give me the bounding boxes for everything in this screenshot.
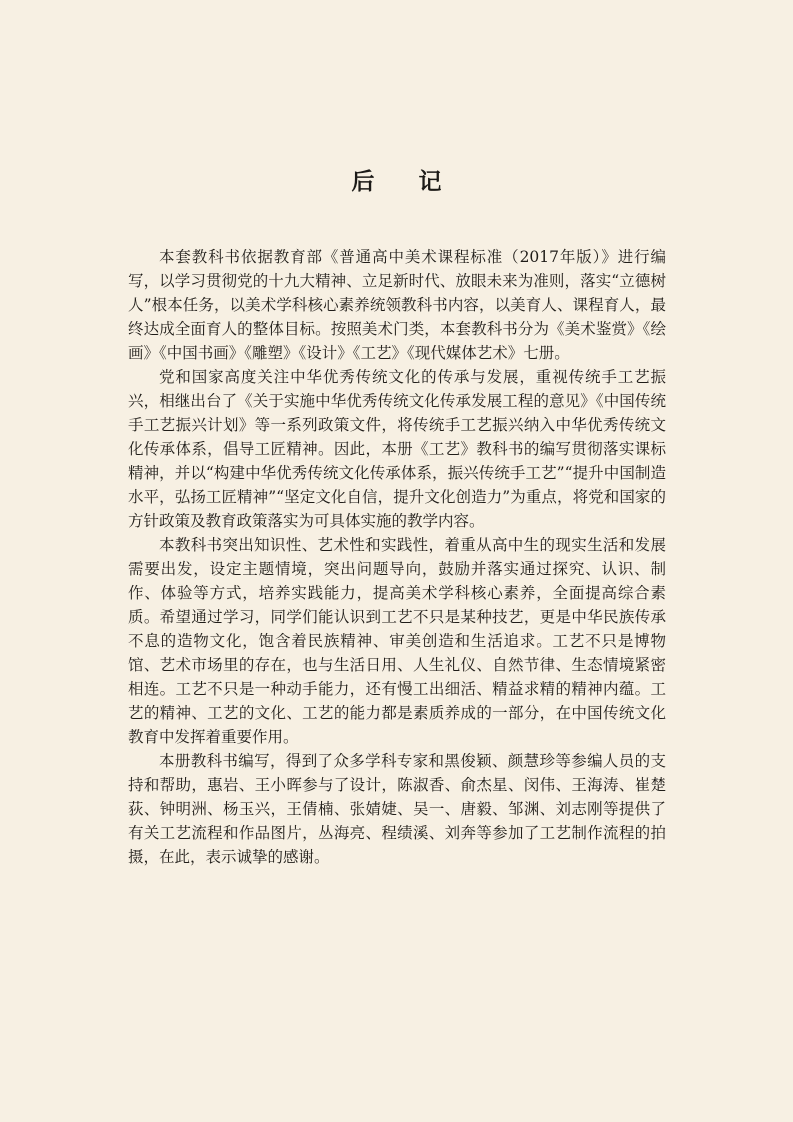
paragraph-1: 本套教科书依据教育部《普通高中美术课程标准（2017年版）》进行编写，以学习贯彻党的十九大精神、立足新时代、放眼未来为准则，落实“立德树人”根本任务，以美术学科核心素养统领教科书内容，以美育人、课程育人，最终达成全面育人的整体目标。按照美术门类，本套教科书分为《美术鉴赏》《绘画》《中国书画》《雕塑》《设计》《工艺》《现代媒体艺术》七册。 [128, 248, 666, 362]
paragraph-4: 本册教科书编写，得到了众多学科专家和黑俊颖、颜慧珍等参编人员的支持和帮助，惠岩、王小晖参与了设计，陈淑香、俞杰星、闵伟、王海涛、崔楚荻、钟明洲、杨玉兴，王倩楠、张婧婕、吴一、唐毅、邹渊、刘志刚等提供了有关工艺流程和作品图片，丛海亮、程绩溪、刘奔等参加了工艺制作流程的拍摄，在此，表示诚挚的感谢。 [128, 752, 666, 866]
afterword-body [128, 245, 666, 869]
paragraph-3: 本教科书突出知识性、艺术性和实践性，着重从高中生的现实生活和发展需要出发，设定主题情境，突出问题导向，鼓励并落实通过探究、认识、制作、体验等方式，培养实践能力，提高美术学科核心素养，全面提高综合素质。希望通过学习，同学们能认识到工艺不只是某种技艺，更是中华民族传承不息的造物文化，饱含着民族精神、审美创造和生活追求。工艺不只是博物馆、艺术市场里的存在，也与生活日用、人生礼仪、自然节律、生态情境紧密相连。工艺不只是一种动手能力，还有慢工出细活、精益求精的精神内蕴。工艺的精神、工艺的文化、工艺的能力都是素质养成的一部分，在中国传统文化教育中发挥着重要作用。 [128, 536, 666, 746]
paragraph-2: 党和国家高度关注中华优秀传统文化的传承与发展，重视传统手工艺振兴，相继出台了《关于实施中华优秀传统文化传承发展工程的意见》《中国传统手工艺振兴计划》等一系列政策文件，将传统手工艺振兴纳入中华优秀传统文化传承体系，倡导工匠精神。因此，本册《工艺》教科书的编写贯彻落实课标精神，并以“构建中华优秀传统文化传承体系，振兴传统手工艺”“提升中国制造水平，弘扬工匠精神”“坚定文化自信，提升文化创造力”为重点，将党和国家的方针政策及教育政策落实为可具体实施的教学内容。 [128, 368, 666, 530]
page-title: 后记 [351, 169, 486, 195]
